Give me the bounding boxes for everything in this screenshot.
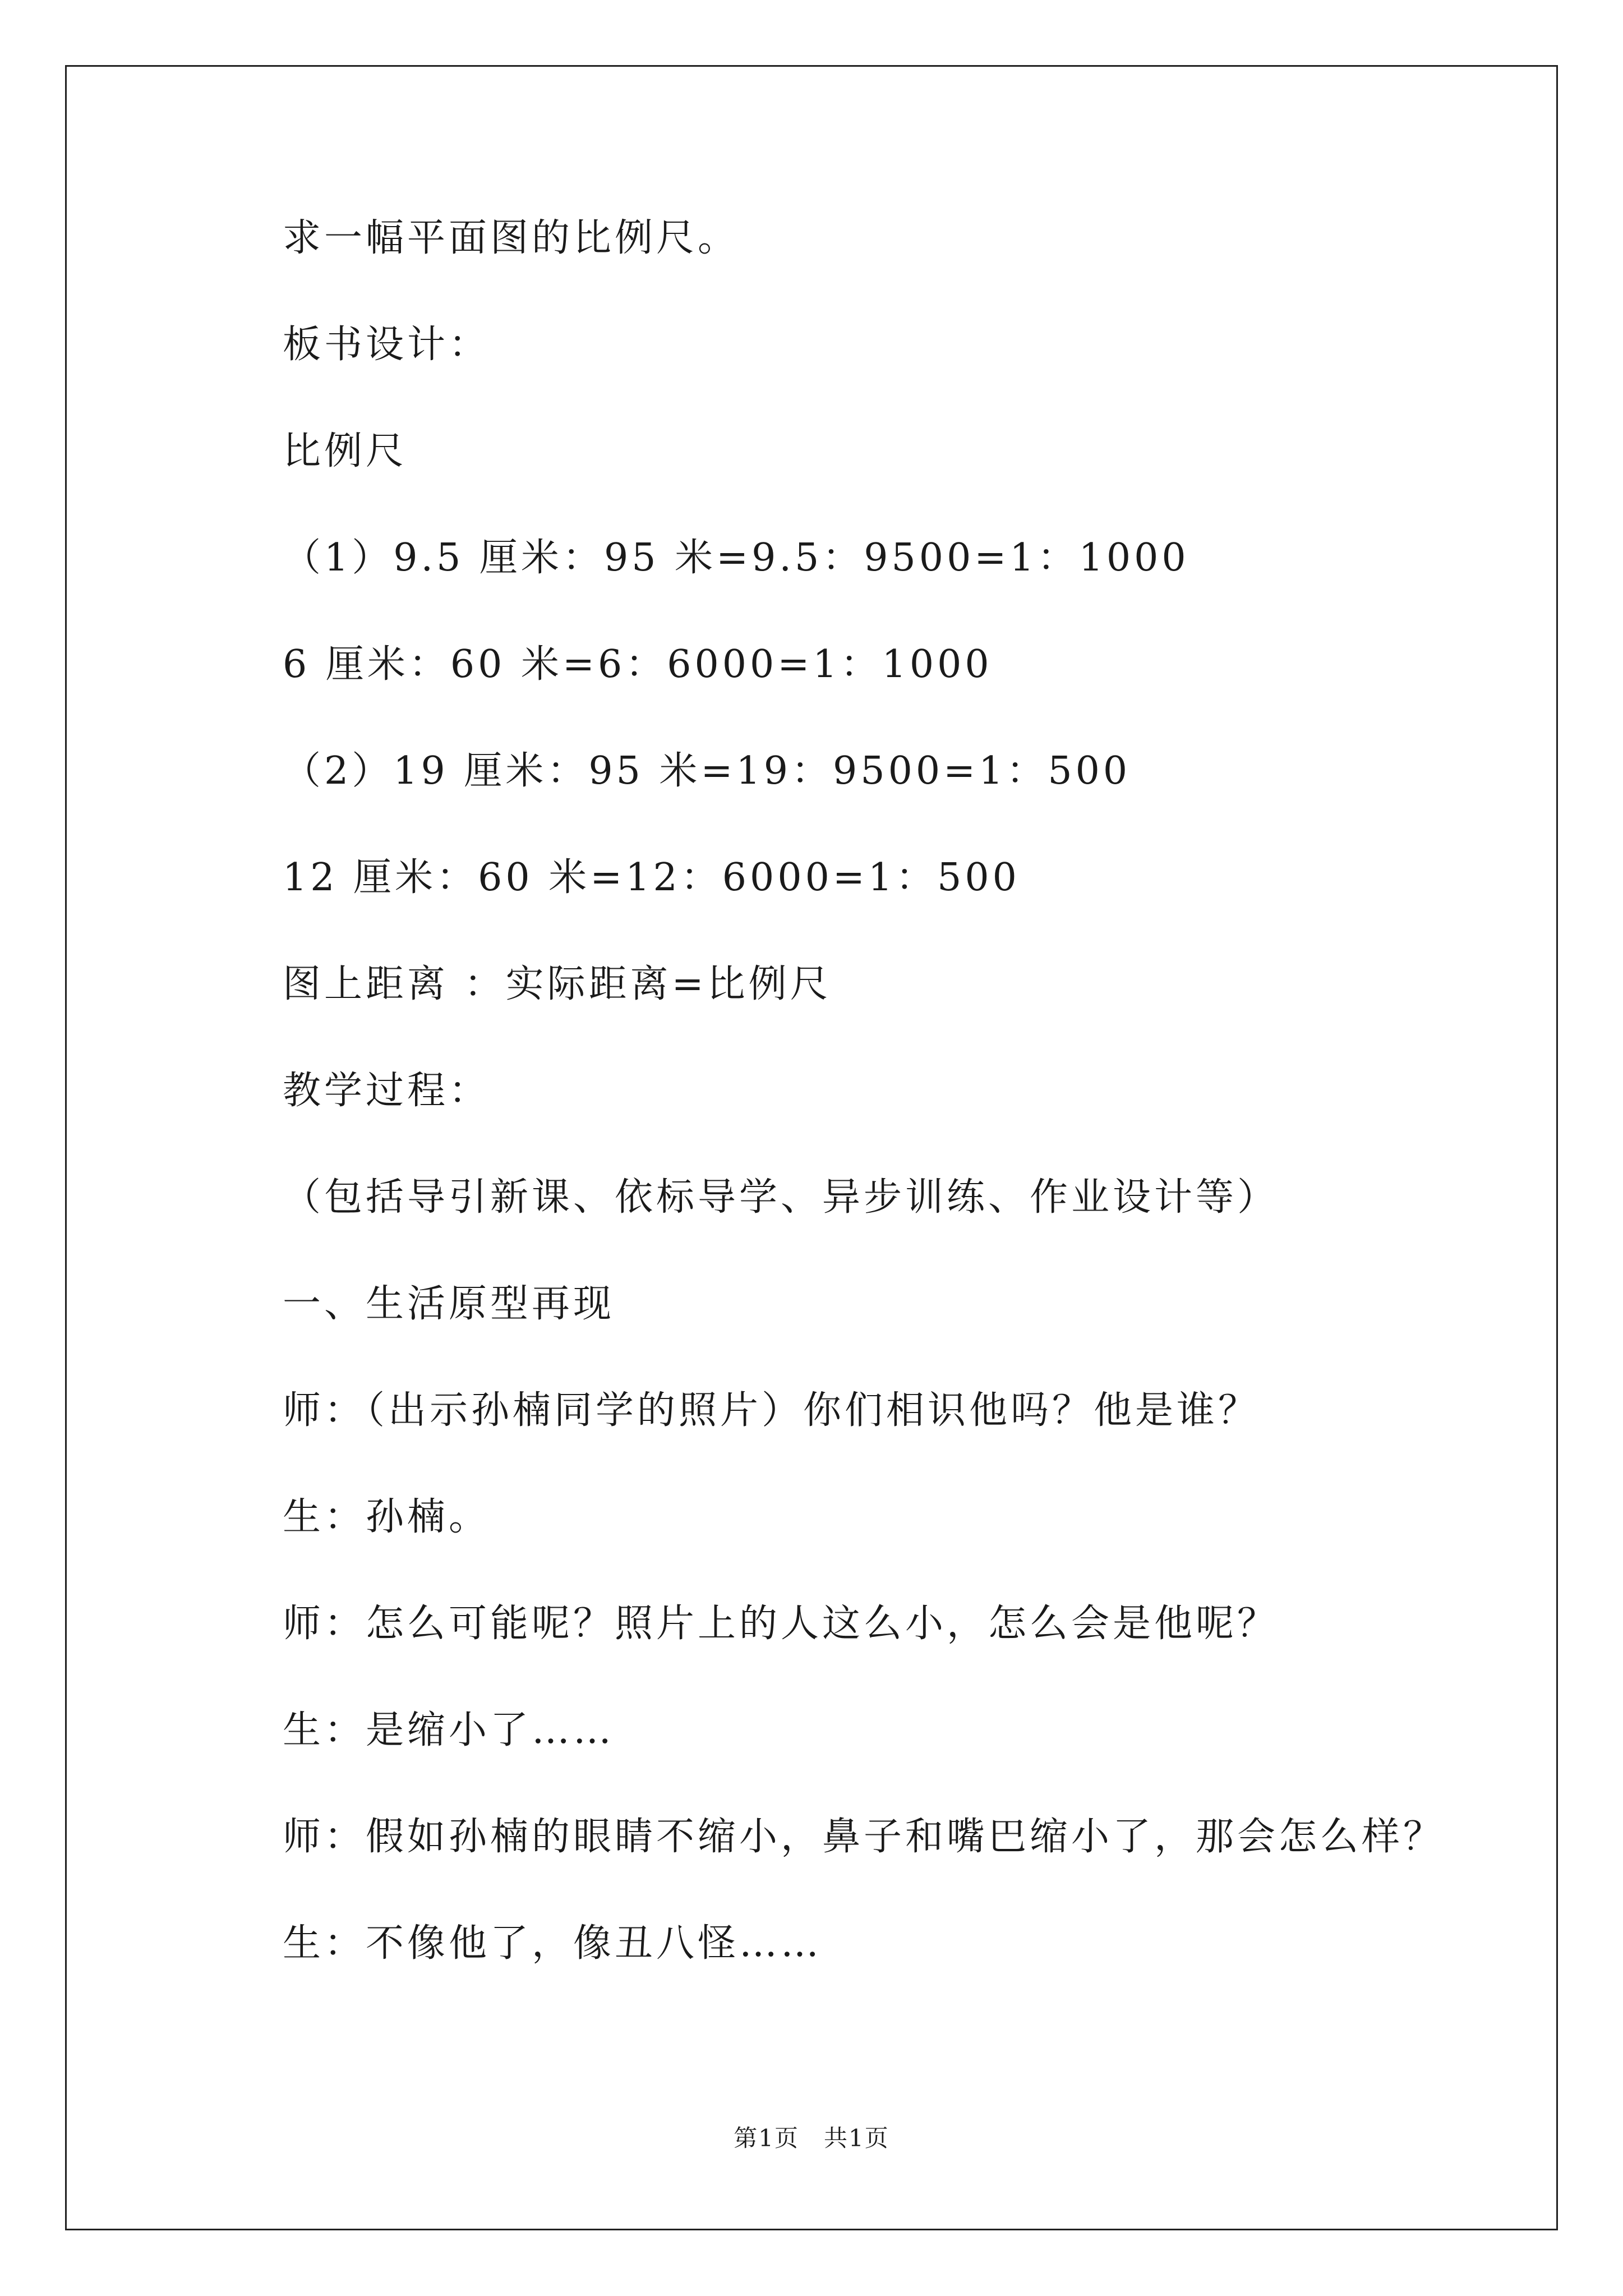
text-line: 师：怎么可能呢？照片上的人这么小，怎么会是他呢？: [283, 1602, 1279, 1646]
text-line: 板书设计：: [283, 323, 491, 367]
text-line: 12 厘米：60 米=12：6000=1：500: [283, 855, 1020, 900]
text-line: （1）9.5 厘米：95 米=9.5：9500=1：1000: [283, 536, 1189, 580]
text-line: 比例尺: [283, 429, 408, 473]
page-border: [65, 65, 1558, 2230]
text-line: 生：是缩小了……: [283, 1708, 615, 1752]
text-line: （2）19 厘米：95 米=19：9500=1：500: [283, 749, 1131, 793]
text-line: 生：孙楠。: [283, 1495, 491, 1539]
text-line: 图上距离 ：实际距离=比例尺: [283, 962, 832, 1006]
page-footer: 第1页 共1页: [734, 2124, 889, 2152]
text-line: 教学过程：: [283, 1069, 491, 1113]
text-line: 生：不像他了，像丑八怪……: [283, 1921, 823, 1966]
text-line: 6 厘米：60 米=6：6000=1：1000: [283, 642, 993, 687]
text-line: 师：假如孙楠的眼睛不缩小，鼻子和嘴巴缩小了，那会怎么样？: [283, 1815, 1445, 1859]
text-line: 师：（出示孙楠同学的照片）你们相识他吗？他是谁？: [283, 1388, 1260, 1433]
text-line: （包括导引新课、依标导学、异步训练、作业设计等）: [283, 1175, 1279, 1220]
text-line: 求一幅平面图的比例尺。: [283, 216, 740, 260]
text-line: 一、生活原型再现: [283, 1282, 615, 1326]
